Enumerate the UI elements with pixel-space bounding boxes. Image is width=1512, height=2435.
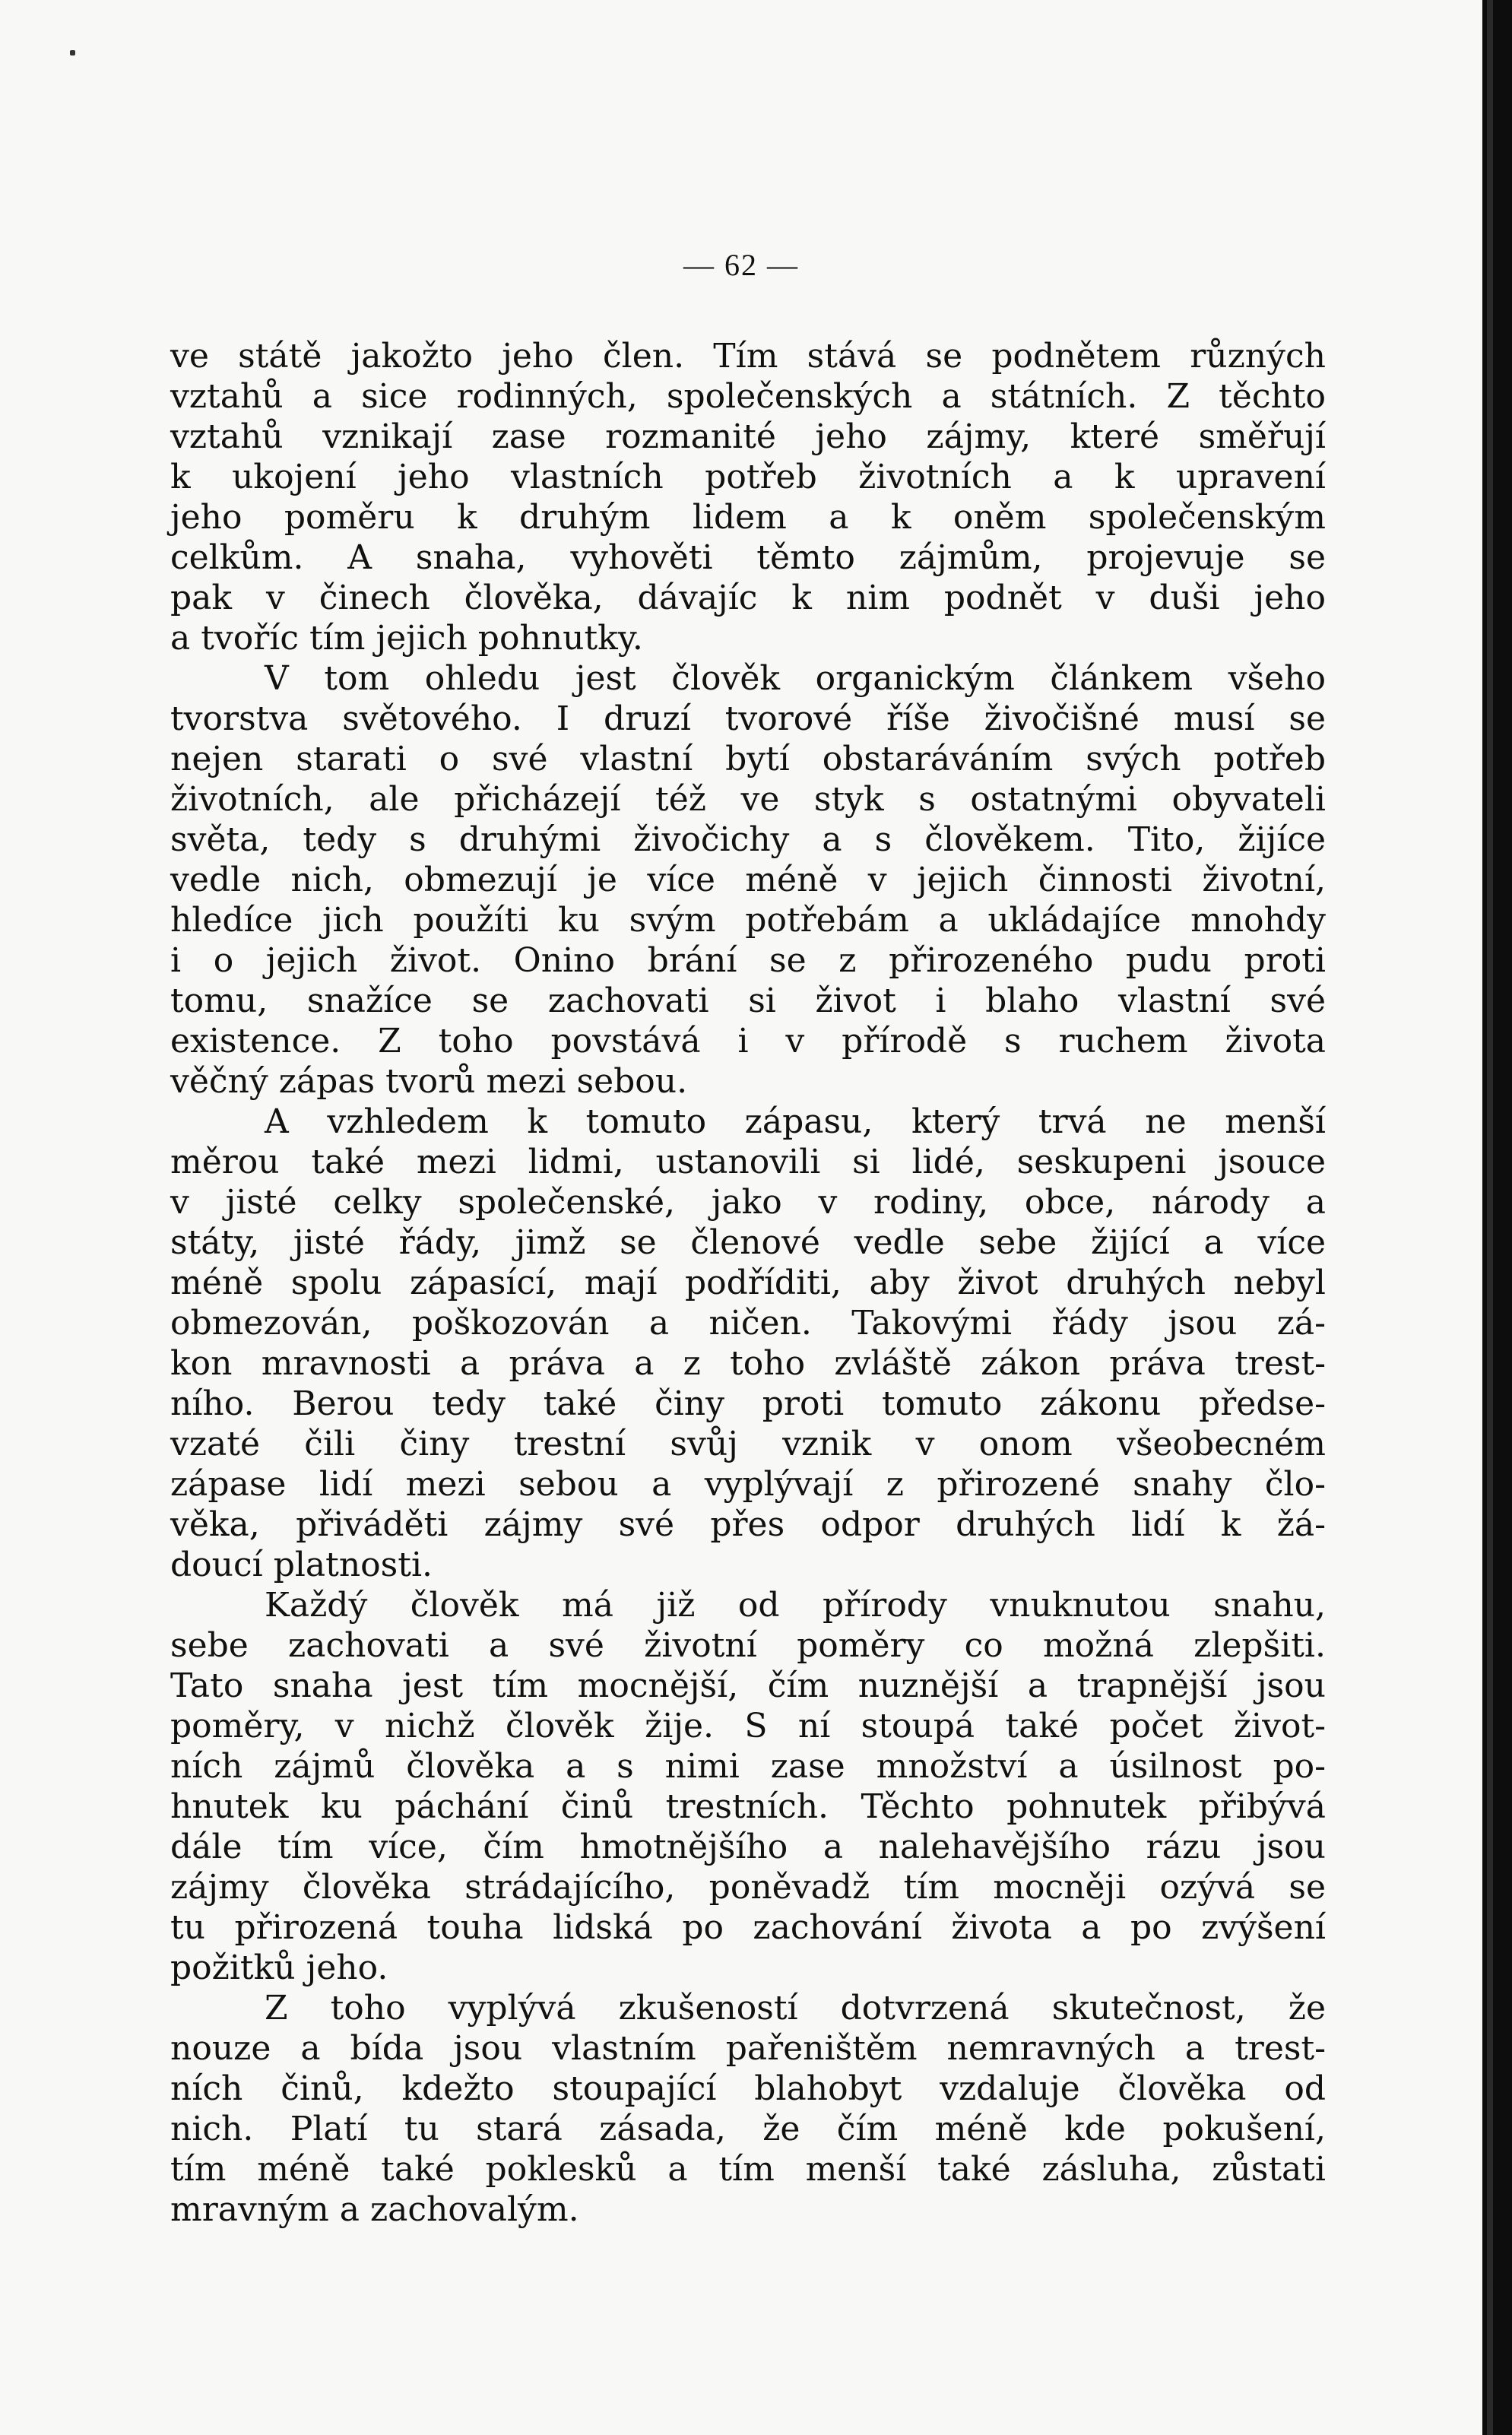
page-number: — 62 — xyxy=(683,248,799,282)
text-line: V tom ohledu jest člověk organickým článkem všeho xyxy=(265,659,1326,698)
scan-edge-strip xyxy=(1487,0,1493,2435)
text-line: Každý člověk má již od přírody vnuknutou snahu, xyxy=(265,1586,1326,1625)
text-line: k ukojení jeho vlastních potřeb životních a k upravení xyxy=(170,458,1326,496)
text-line: kon mravnosti a práva a z toho zvláště zákon práva trest- xyxy=(170,1344,1326,1383)
text-line: měrou také mezi lidmi, ustanovili si lidé, seskupeni jsouce xyxy=(170,1143,1326,1181)
text-line: vzaté čili činy trestní svůj vznik v onom všeobecném xyxy=(170,1425,1326,1463)
text-line: požitků jeho. xyxy=(170,1948,388,1987)
text-line: Tato snaha jest tím mocnější, čím nuznější a trapnější jsou xyxy=(170,1666,1326,1705)
text-line: i o jejich život. Onino brání se z přirozeného pudu proti xyxy=(170,941,1326,980)
text-line: nich. Platí tu stará zásada, že čím méně kde pokušení, xyxy=(170,2110,1326,2148)
text-line: nouze a bída jsou vlastním pařeništěm nemravných a trest- xyxy=(170,2029,1326,2068)
text-line: věka, přiváděti zájmy své přes odpor druhých lidí k žá- xyxy=(170,1505,1326,1544)
text-line: doucí platnosti. xyxy=(170,1546,433,1584)
text-line: existence. Z toho povstává i v přírodě s ruchem života xyxy=(170,1022,1326,1061)
text-line: pak v činech člověka, dávajíc k nim podnět v duši jeho xyxy=(170,579,1326,617)
text-line: Z toho vyplývá zkušeností dotvrzená skutečnost, že xyxy=(265,1989,1326,2028)
text-line: světa, tedy s druhými živočichy a s člověkem. Tito, žijíce xyxy=(170,820,1326,859)
text-line: sebe zachovati a své životní poměry co možná zlepšiti. xyxy=(170,1626,1326,1665)
text-line: tomu, snažíce se zachovati si život i blaho vlastní své xyxy=(170,981,1326,1020)
text-line: hnutek ku páchání činů trestních. Těchto pohnutek přibývá xyxy=(170,1787,1326,1826)
text-line: nejen starati o své vlastní bytí obstaráváním svých potřeb xyxy=(170,740,1326,778)
text-line: A vzhledem k tomuto zápasu, který trvá ne menší xyxy=(265,1102,1326,1141)
text-line: v jisté celky společenské, jako v rodiny, obce, národy a xyxy=(170,1183,1326,1222)
text-line: celkům. A snaha, vyhověti těmto zájmům, projevuje se xyxy=(170,538,1326,577)
text-line: vedle nich, obmezují je více méně v jejich činnosti životní, xyxy=(170,861,1326,899)
text-line: ního. Berou tedy také činy proti tomuto zákonu předse- xyxy=(170,1384,1326,1423)
body-text xyxy=(170,336,1326,2230)
text-line: hledíce jich použíti ku svým potřebám a ukládajíce mnohdy xyxy=(170,901,1326,940)
text-line: a tvoříc tím jejich pohnutky. xyxy=(170,619,643,658)
text-line: méně spolu zápasící, mají podříditi, aby život druhých nebyl xyxy=(170,1263,1326,1302)
text-line: jeho poměru k druhým lidem a k oněm společenským xyxy=(170,498,1326,537)
text-line: tu přirozená touha lidská po zachování života a po zvýšení xyxy=(170,1908,1326,1947)
text-line: tím méně také poklesků a tím menší také zásluha, zůstati xyxy=(170,2150,1326,2189)
text-line: ních činů, kdežto stoupající blahobyt vzdaluje člověka od xyxy=(170,2069,1326,2108)
text-line: zápase lidí mezi sebou a vyplývají z přirozené snahy člo- xyxy=(170,1465,1326,1504)
text-line: tvorstva světového. I druzí tvorové říše živočišné musí se xyxy=(170,699,1326,738)
text-line: vztahů vznikají zase rozmanité jeho zájmy, které směřují xyxy=(170,417,1326,456)
text-line: dále tím více, čím hmotnějšího a nalehavějšího rázu jsou xyxy=(170,1828,1326,1866)
text-line: poměry, v nichž člověk žije. S ní stoupá také počet život- xyxy=(170,1707,1326,1745)
scan-edge xyxy=(1482,0,1512,2435)
text-line: vztahů a sice rodinných, společenských a státních. Z těchto xyxy=(170,377,1326,416)
text-line: ních zájmů člověka a s nimi zase množství a úsilnost po- xyxy=(170,1747,1326,1786)
text-line: ve státě jakožto jeho člen. Tím stává se podnětem různých xyxy=(170,337,1326,376)
text-line: životních, ale přicházejí též ve styk s ostatnými obyvateli xyxy=(170,780,1326,819)
text-line: státy, jisté řády, jimž se členové vedle sebe žijící a více xyxy=(170,1223,1326,1262)
text-line: obmezován, poškozován a ničen. Takovými řády jsou zá- xyxy=(170,1304,1326,1343)
scan-speck xyxy=(70,50,75,55)
text-line: mravným a zachovalým. xyxy=(170,2190,579,2229)
text-line: věčný zápas tvorů mezi sebou. xyxy=(170,1062,688,1101)
text-line: zájmy člověka strádajícího, poněvadž tím mocněji ozývá se xyxy=(170,1868,1326,1907)
